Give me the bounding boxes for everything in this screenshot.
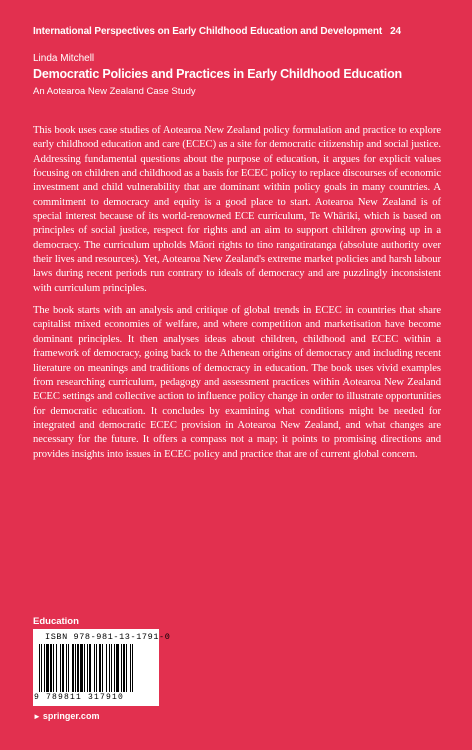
- barcode-bars: [39, 644, 153, 692]
- barcode-bar: [121, 644, 122, 692]
- barcode-bar: [75, 644, 76, 692]
- barcode-bar: [94, 644, 95, 692]
- barcode-bar: [106, 644, 107, 692]
- barcode-bar: [62, 644, 64, 692]
- barcode-bar: [39, 644, 40, 692]
- barcode-bar: [60, 644, 61, 692]
- blurb-paragraph-2: The book starts with an analysis and critique of global trends in ECEC in countries that share capitalist mixed economies of welfare, and where competition and marketisation have become dominant principles. It then analyses ideas about children, childhood and ECEC within a framework of democracy, going back to the Athenean origins of democracy and including recent literature on meanings and traditions of democracy in education. The book uses vivid examples from researching curriculum, pedagogy and assessment practices within Aotearoa New Zealand ECEC settings and collective action to influence policy change in order to illustrate opportunities for democratic education. It concludes by examining what conditions might be needed for integrated and democratic ECEC provision in Aotearoa New Zealand, and what changes are necessary for the future. It offers a compass not a map; it points to promising directions and provides insights into issues in ECEC policy and practice that are of current global concern.: [33, 305, 441, 460]
- barcode-bar: [80, 644, 83, 692]
- barcode-bar: [53, 644, 54, 692]
- barcode-bar: [44, 644, 45, 692]
- barcode-bar: [123, 644, 125, 692]
- barcode-bar: [111, 644, 112, 692]
- barcode-bar: [84, 644, 85, 692]
- isbn-label: ISBN 978-981-13-1791-0: [45, 632, 171, 642]
- barcode-bar: [68, 644, 69, 692]
- barcode-bar: [66, 644, 67, 692]
- series-name: International Perspectives on Early Childhood Education and Development: [33, 26, 383, 37]
- blurb: [33, 124, 441, 470]
- publisher-url: springer.com: [42, 711, 100, 721]
- publisher-link[interactable]: [33, 711, 99, 721]
- book-subtitle: An Aotearoa New Zealand Case Study: [33, 86, 196, 97]
- barcode-bar: [56, 644, 57, 692]
- barcode: [33, 629, 171, 706]
- book-title: Democratic Policies and Practices in Early Childhood Education: [33, 67, 402, 81]
- barcode-bar: [89, 644, 91, 692]
- arrow-icon: ►: [33, 712, 41, 721]
- category-label: Education: [33, 616, 79, 627]
- barcode-bar: [109, 644, 110, 692]
- barcode-bar: [130, 644, 131, 692]
- barcode-bar: [126, 644, 127, 692]
- series-line: [33, 26, 453, 37]
- barcode-digits: 9 789811 317910: [34, 693, 125, 702]
- blurb-paragraph-1: This book uses case studies of Aotearoa New Zealand policy formulation and practice to explore early childhood education and care (ECEC) as a site for democratic citizenship and social justice. Addressing fundamental questions about the purpose of education, it argues for explicit values focusing on children and childhood as a basis for ECEC policy to replace discourses of economic investment and child vulnerability that are dominant within policy goals in many countries. A commitment to democracy and equity is a good place to start. Aotearoa New Zealand is of special interest because of its world-renowned ECE curriculum, Te Whāriki, which is based on principles of social justice, respect for rights and an aim to support children growing up in a democracy. The curriculum upholds Māori rights to tino rangatiratanga (absolute authority over their lives and resources). Yet, Aotearoa New Zealand's extreme market policies and harsh labour laws during recent periods run contrary to ideals of democracy and are puzzlingly inconsistent with curriculum principles.: [33, 125, 442, 294]
- barcode-bar: [87, 644, 88, 692]
- barcode-bar: [116, 644, 119, 692]
- series-volume: 24: [390, 26, 402, 37]
- barcode-bar: [72, 644, 74, 692]
- barcode-bar: [77, 644, 79, 692]
- barcode-bar: [99, 644, 101, 692]
- barcode-bar: [114, 644, 115, 692]
- barcode-bar: [102, 644, 103, 692]
- author-name: Linda Mitchell: [33, 53, 95, 64]
- barcode-bar: [41, 644, 42, 692]
- barcode-bar: [96, 644, 97, 692]
- barcode-bar: [132, 644, 133, 692]
- barcode-bar: [46, 644, 49, 692]
- barcode-bar: [50, 644, 52, 692]
